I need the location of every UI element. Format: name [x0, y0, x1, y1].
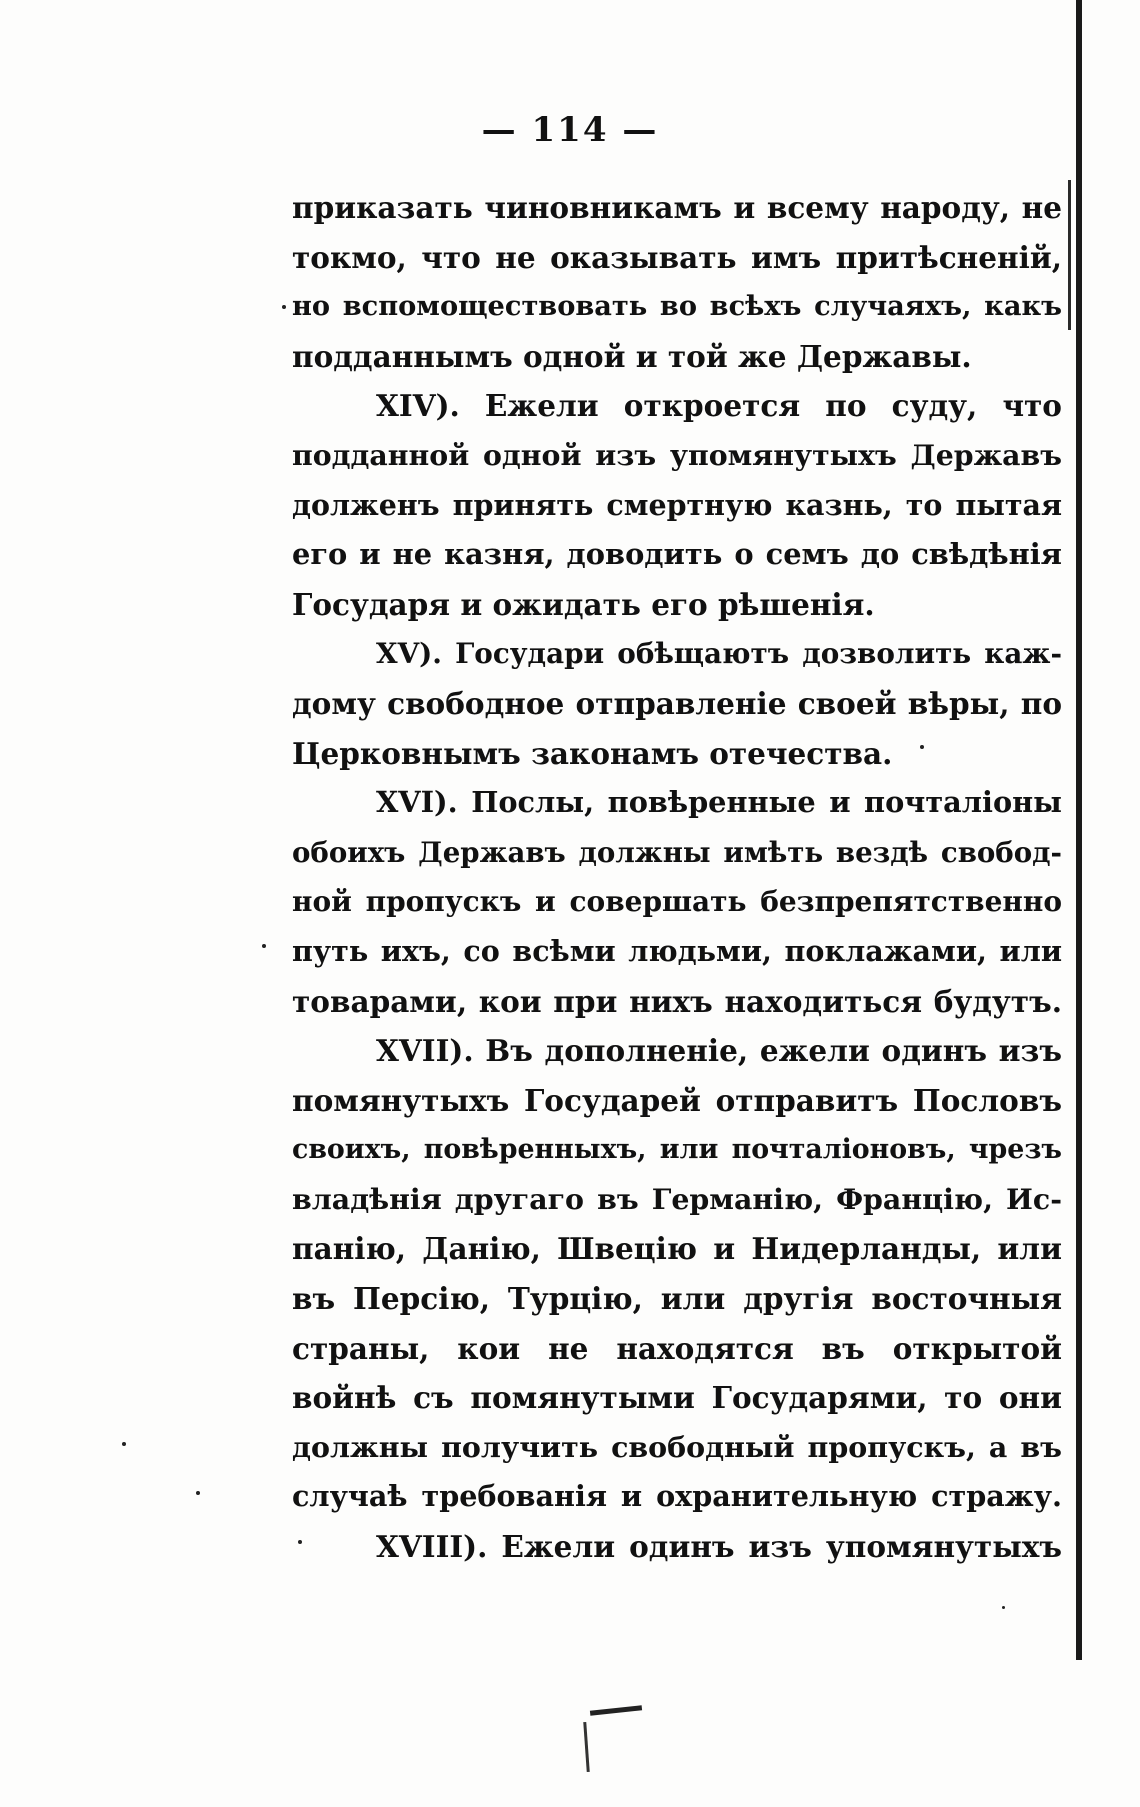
text-line: XVIII). Ежели одинъ изъ упомянутыхъ	[376, 1529, 1062, 1565]
text-line: путь ихъ, со всѣми людьми, поклажами, или	[292, 933, 1062, 968]
ink-speck	[196, 1491, 200, 1495]
ink-speck	[122, 1442, 126, 1446]
ink-speck	[262, 944, 266, 948]
ink-speck	[920, 745, 924, 749]
text-line: Церковнымъ законамъ отечества.	[292, 735, 893, 771]
text-line: войнѣ съ помянутыми Государями, то они	[292, 1380, 1062, 1416]
text-line: приказать чиновникамъ и всему народу, не	[292, 190, 1062, 225]
body-text	[292, 183, 1062, 1572]
text-line: случаѣ требованія и охранительную стражу.	[292, 1479, 1062, 1514]
text-line: токмо, что не оказывать имъ притѣсненій,	[292, 239, 1062, 275]
text-line: XVI). Послы, повѣренные и почталіоны	[376, 785, 1062, 820]
ink-speck	[282, 305, 286, 309]
page-number: — 114 —	[481, 110, 659, 150]
text-line: долженъ принять смертную казнь, то пытая	[292, 487, 1062, 522]
page-edge-shadow	[1076, 0, 1082, 1660]
text-line: въ Персію, Турцію, или другія восточныя	[292, 1281, 1062, 1317]
ink-speck	[298, 1540, 302, 1544]
text-line: панію, Данію, Швецію и Нидерланды, или	[292, 1231, 1062, 1267]
ink-mark	[590, 1705, 642, 1715]
text-line: подданной одной изъ упомянутыхъ Державъ	[292, 437, 1062, 472]
text-line: товарами, кои при нихъ находиться будутъ.	[292, 983, 1062, 1019]
ink-mark	[583, 1722, 589, 1772]
ink-speck	[1002, 1606, 1005, 1609]
text-line: должны получить свободный пропускъ, а въ	[292, 1429, 1062, 1464]
text-line: страны, кои не находятся въ открытой	[292, 1330, 1062, 1366]
text-line: помянутыхъ Государей отправитъ Пословъ	[292, 1082, 1062, 1118]
text-line: владѣнія другаго въ Германію, Францію, Ис-	[292, 1181, 1062, 1216]
page-edge-mark	[1068, 180, 1071, 330]
text-line: XVII). Въ дополненіе, ежели одинъ изъ	[376, 1033, 1062, 1069]
text-line: дому свободное отправленіе своей вѣры, по	[292, 685, 1062, 721]
text-line: XV). Государи обѣщаютъ дозволить каж-	[376, 637, 1062, 671]
text-line: обоихъ Державъ должны имѣть вездѣ свобод-	[292, 835, 1062, 869]
text-line: подданнымъ одной и той же Державы.	[292, 338, 972, 374]
text-line: XIV). Ежели откроется по суду, что	[376, 388, 1062, 424]
text-line: его и не казня, доводить о семъ до свѣдѣнія	[292, 537, 1062, 572]
text-line: но вспомоществовать во всѣхъ случаяхъ, какъ	[292, 290, 1062, 323]
text-line: Государя и ожидать его рѣшенія.	[292, 586, 875, 622]
text-line: своихъ, повѣренныхъ, или почталіоновъ, чрезъ	[292, 1134, 1062, 1166]
text-line: ной пропускъ и совершать безпрепятственно	[292, 885, 1062, 919]
